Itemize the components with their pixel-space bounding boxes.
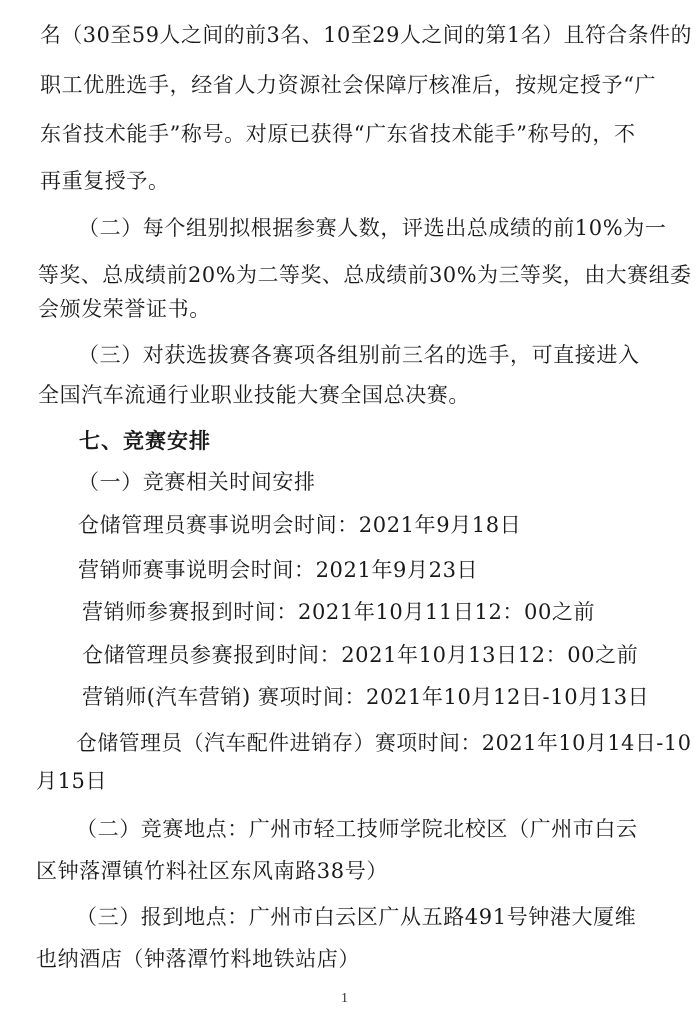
schedule-item: 仓储管理员（汽车配件进销存）赛项时间：2021年10月14日-10 xyxy=(76,731,692,755)
paragraph-line: 东省技术能手”称号。对原已获得“广东省技术能手”称号的，不 xyxy=(40,122,636,146)
schedule-item: 仓储管理员赛事说明会时间：2021年9月18日 xyxy=(78,513,522,537)
paragraph-line: 等奖、总成绩前20%为二等奖、总成绩前30%为三等奖，由大赛组委 xyxy=(38,263,692,287)
paragraph-line: 会颁发荣誉证书。 xyxy=(38,297,211,321)
section-heading: 七、竞赛安排 xyxy=(79,429,211,453)
schedule-item: 营销师赛事说明会时间：2021年9月23日 xyxy=(78,558,479,582)
paragraph-line: 名（30至59人之间的前3名、10至29人之间的第1名）且符合条件的 xyxy=(40,23,693,47)
checkin-line: （三）报到地点：广州市白云区广从五路491号钟港大厦维 xyxy=(76,905,637,929)
schedule-item: 仓储管理员参赛报到时间：2021年10月13日12：00之前 xyxy=(82,643,639,667)
venue-line: 区钟落潭镇竹料社区东风南路38号） xyxy=(36,859,388,883)
paragraph-line: （三）对获选拔赛各赛项各组别前三名的选手，可直接进入 xyxy=(78,343,640,367)
venue-line: （二）竞赛地点：广州市轻工技师学院北校区（广州市白云 xyxy=(76,817,638,841)
page-number: 1 xyxy=(341,991,348,1006)
paragraph-line: （二）每个组别拟根据参赛人数，评选出总成绩的前10%为一 xyxy=(78,216,667,240)
paragraph-line: 全国汽车流通行业职业技能大赛全国总决赛。 xyxy=(38,383,470,407)
schedule-item: 营销师(汽车营销) 赛项时间：2021年10月12日-10月13日 xyxy=(82,685,650,709)
paragraph-line: 再重复授予。 xyxy=(40,169,170,193)
schedule-item: 月15日 xyxy=(36,769,108,793)
paragraph-line: 职工优胜选手，经省人力资源社会保障厅核准后，按规定授予“广 xyxy=(40,73,657,97)
subsection-heading: （一）竞赛相关时间安排 xyxy=(78,470,316,494)
checkin-line: 也纳酒店（钟落潭竹料地铁站店） xyxy=(36,947,360,971)
schedule-item: 营销师参赛报到时间：2021年10月11日12：00之前 xyxy=(82,600,596,624)
